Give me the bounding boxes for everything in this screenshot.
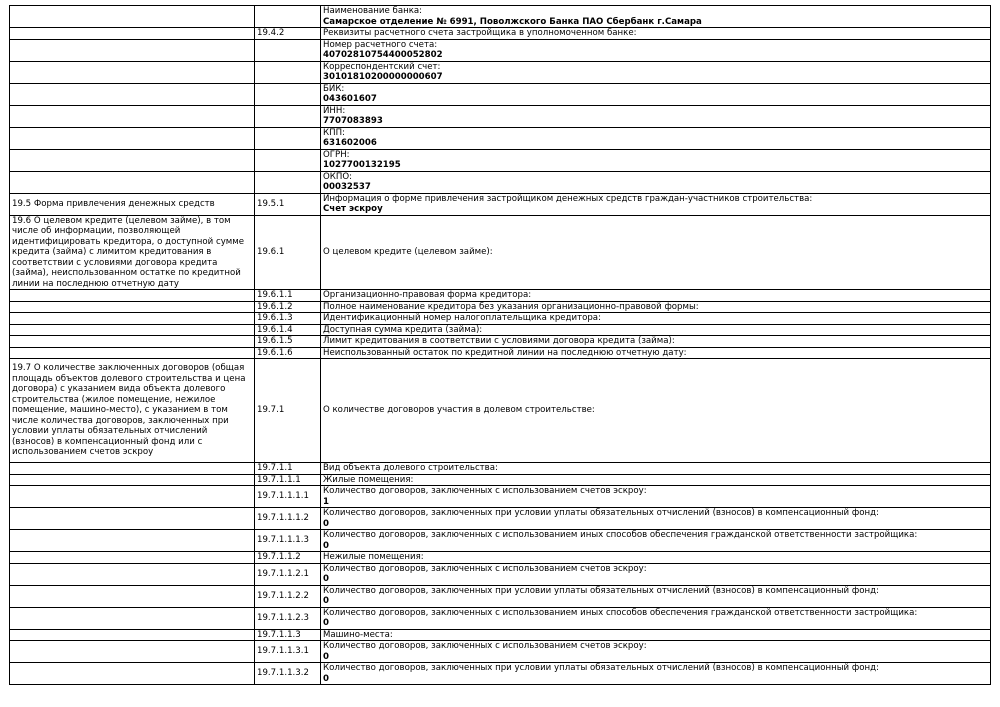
info-label: ОКПО:: [323, 171, 352, 182]
info-cell: [321, 28, 991, 40]
table-row: [10, 61, 991, 83]
code-cell: [255, 105, 321, 127]
code-cell: 19.7.1.1.1.3: [255, 530, 321, 552]
table-row: [10, 127, 991, 149]
section-cell: [10, 6, 255, 28]
table-row: [10, 347, 991, 359]
info-value: 0: [323, 596, 329, 606]
code-cell: 19.7.1.1.3.1: [255, 641, 321, 663]
section-cell: [10, 301, 255, 313]
info-cell: [321, 486, 991, 508]
table-row: [10, 301, 991, 313]
info-label: О целевом кредите (целевом займе):: [323, 247, 493, 257]
info-label: Количество договоров, заключенных с использованием иных способов обеспечения гражданской ответственности застройщика:: [323, 530, 918, 540]
section-cell: 19.6 О целевом кредите (целевом займе), в том числе об информации, позволяющей идентифицировать кредитора, о доступной сумме кредита (займа) с лимитом кредитования в соответствии с условиями договора кредита (займа), неиспользованном остатке по кредитной линии на последнюю отчетную дату: [10, 215, 255, 290]
table-row: [10, 474, 991, 486]
section-cell: [10, 313, 255, 325]
info-value: 40702810754400052802: [323, 50, 443, 60]
code-cell: 19.6.1.2: [255, 301, 321, 313]
table-row: [10, 290, 991, 302]
info-cell: [321, 563, 991, 585]
info-cell: [321, 105, 991, 127]
info-cell: [321, 530, 991, 552]
section-cell: [10, 629, 255, 641]
code-cell: 19.7.1.1.1.1: [255, 486, 321, 508]
info-cell: [321, 313, 991, 325]
section-cell: [10, 663, 255, 685]
info-label: Неиспользованный остаток по кредитной линии на последнюю отчетную дату:: [323, 347, 687, 358]
info-cell: [321, 127, 991, 149]
info-value: 0: [323, 518, 329, 529]
info-cell: [321, 301, 991, 313]
table-row: [10, 663, 991, 685]
section-cell: [10, 171, 255, 193]
section-cell: [10, 61, 255, 83]
code-cell: 19.5.1: [255, 193, 321, 215]
info-label: Полное наименование кредитора без указания организационно-правовой формы:: [323, 301, 699, 312]
section-cell: [10, 607, 255, 629]
code-cell: 19.6.1.4: [255, 324, 321, 336]
info-label: Корреспондентский счет:: [323, 61, 441, 72]
info-label: Количество договоров, заключенных с использованием счетов эскроу:: [323, 563, 647, 574]
table-row: [10, 336, 991, 348]
info-cell: [321, 215, 991, 290]
section-cell: [10, 641, 255, 663]
code-cell: [255, 149, 321, 171]
table-row: [10, 607, 991, 629]
code-cell: 19.7.1.1.2.1: [255, 563, 321, 585]
info-value: 0: [323, 618, 329, 628]
code-cell: 19.7.1.1.2.2: [255, 585, 321, 607]
table-row: [10, 313, 991, 325]
code-cell: 19.7.1.1: [255, 463, 321, 475]
info-value: 7707083893: [323, 116, 383, 126]
section-cell: [10, 105, 255, 127]
code-cell: 19.7.1: [255, 359, 321, 463]
info-cell: [321, 463, 991, 475]
info-cell: [321, 663, 991, 685]
info-label: Количество договоров, заключенных с использованием иных способов обеспечения гражданской ответственности застройщика:: [323, 607, 918, 618]
table-row: [10, 585, 991, 607]
code-cell: [255, 171, 321, 193]
section-cell: [10, 324, 255, 336]
section-cell: [10, 486, 255, 508]
section-cell: [10, 83, 255, 105]
info-label: Нежилые помещения:: [323, 552, 424, 562]
info-cell: [321, 149, 991, 171]
code-cell: 19.6.1.3: [255, 313, 321, 325]
disclosure-table: [9, 5, 991, 685]
table-row: [10, 563, 991, 585]
info-cell: [321, 585, 991, 607]
table-row: [10, 105, 991, 127]
code-cell: 19.7.1.1.1: [255, 474, 321, 486]
info-label: Количество договоров, заключенных при условии уплаты обязательных отчислений (взносов) в компенсационный фонд:: [323, 508, 879, 518]
info-value: Счет эскроу: [323, 204, 383, 214]
section-cell: [10, 508, 255, 530]
info-cell: [321, 324, 991, 336]
info-label: БИК:: [323, 83, 345, 94]
info-label: ИНН:: [323, 105, 346, 116]
code-cell: [255, 61, 321, 83]
code-cell: 19.7.1.1.3.2: [255, 663, 321, 685]
info-value: 0: [323, 651, 329, 662]
info-value: Самарское отделение № 6991, Поволжского Банка ПАО Сбербанк г.Самара: [323, 16, 702, 27]
disclosure-table-body: [10, 6, 991, 685]
info-label: Организационно-правовая форма кредитора:: [323, 290, 532, 300]
section-cell: [10, 552, 255, 564]
info-label: Вид объекта долевого строительства:: [323, 463, 498, 473]
section-cell: [10, 28, 255, 40]
table-row: [10, 6, 991, 28]
code-cell: 19.7.1.1.2: [255, 552, 321, 564]
table-row: [10, 486, 991, 508]
code-cell: [255, 6, 321, 28]
table-row: [10, 215, 991, 290]
info-label: Реквизиты расчетного счета застройщика в уполномоченном банке:: [323, 28, 637, 38]
info-cell: [321, 629, 991, 641]
info-cell: [321, 641, 991, 663]
code-cell: 19.6.1: [255, 215, 321, 290]
table-row: [10, 463, 991, 475]
code-cell: [255, 83, 321, 105]
section-cell: [10, 474, 255, 486]
info-value: 043601607: [323, 94, 377, 104]
table-row: [10, 149, 991, 171]
info-cell: [321, 607, 991, 629]
info-label: Количество договоров, заключенных с использованием счетов эскроу:: [323, 641, 647, 651]
info-value: 30101810200000000607: [323, 72, 443, 82]
table-row: [10, 83, 991, 105]
table-row: [10, 39, 991, 61]
info-cell: [321, 552, 991, 564]
table-row: [10, 193, 991, 215]
table-row: [10, 508, 991, 530]
info-label: Количество договоров, заключенных при условии уплаты обязательных отчислений (взносов) в компенсационный фонд:: [323, 585, 879, 596]
info-cell: [321, 347, 991, 359]
info-value: 1: [323, 496, 329, 507]
section-cell: 19.5 Форма привлечения денежных средств: [10, 193, 255, 215]
info-label: Жилые помещения:: [323, 474, 414, 485]
section-cell: [10, 585, 255, 607]
info-value: 0: [323, 574, 329, 584]
info-label: Номер расчетного счета:: [323, 39, 438, 50]
table-row: [10, 28, 991, 40]
section-cell: [10, 127, 255, 149]
code-cell: 19.7.1.1.3: [255, 629, 321, 641]
section-cell: [10, 347, 255, 359]
info-label: Количество договоров, заключенных с использованием счетов эскроу:: [323, 486, 647, 496]
info-label: ОГРН:: [323, 149, 350, 160]
info-cell: [321, 508, 991, 530]
info-cell: [321, 83, 991, 105]
code-cell: [255, 127, 321, 149]
info-label: Доступная сумма кредита (займа):: [323, 324, 483, 335]
table-row: [10, 629, 991, 641]
section-cell: [10, 336, 255, 348]
info-value: 00032537: [323, 182, 371, 192]
table-row: [10, 359, 991, 463]
info-cell: [321, 290, 991, 302]
info-label: О количестве договоров участия в долевом строительстве:: [323, 405, 595, 416]
section-cell: [10, 563, 255, 585]
info-value: 0: [323, 673, 329, 684]
info-label: Информация о форме привлечения застройщиком денежных средств граждан-участников строительства:: [323, 193, 813, 204]
info-cell: [321, 474, 991, 486]
section-cell: 19.7 О количестве заключенных договоров (общая площадь объектов долевого строительства и цена договора) с указанием вида объекта долевого строительства (жилое помещение, нежилое помещение, машино-место), с указанием в том числе количества договоров, заключенных при условии уплаты обязательных отчислений (взносов) в компенсационный фонд или с использованием счетов эскроу: [10, 359, 255, 463]
info-label: Наименование банка:: [323, 6, 423, 16]
section-cell: [10, 39, 255, 61]
info-label: Количество договоров, заключенных при условии уплаты обязательных отчислений (взносов) в компенсационный фонд:: [323, 663, 879, 673]
table-row: [10, 552, 991, 564]
info-label: Лимит кредитования в соответствии с условиями договора кредита (займа):: [323, 336, 675, 346]
info-cell: [321, 336, 991, 348]
section-cell: [10, 463, 255, 475]
info-value: 0: [323, 540, 329, 551]
info-value: 631602006: [323, 138, 377, 148]
info-cell: [321, 6, 991, 28]
info-label: Машино-места:: [323, 629, 393, 640]
section-cell: [10, 530, 255, 552]
code-cell: 19.6.1.6: [255, 347, 321, 359]
code-cell: 19.7.1.1.1.2: [255, 508, 321, 530]
section-cell: [10, 290, 255, 302]
info-label: КПП:: [323, 127, 345, 138]
info-label: Идентификационный номер налогоплательщика кредитора:: [323, 313, 601, 323]
code-cell: [255, 39, 321, 61]
table-row: [10, 530, 991, 552]
code-cell: 19.6.1.1: [255, 290, 321, 302]
info-cell: [321, 171, 991, 193]
info-cell: [321, 39, 991, 61]
table-row: [10, 324, 991, 336]
info-cell: [321, 61, 991, 83]
table-row: [10, 171, 991, 193]
code-cell: 19.7.1.1.2.3: [255, 607, 321, 629]
info-cell: [321, 359, 991, 463]
code-cell: 19.6.1.5: [255, 336, 321, 348]
table-row: [10, 641, 991, 663]
info-cell: [321, 193, 991, 215]
code-cell: 19.4.2: [255, 28, 321, 40]
info-value: 1027700132195: [323, 160, 401, 170]
section-cell: [10, 149, 255, 171]
